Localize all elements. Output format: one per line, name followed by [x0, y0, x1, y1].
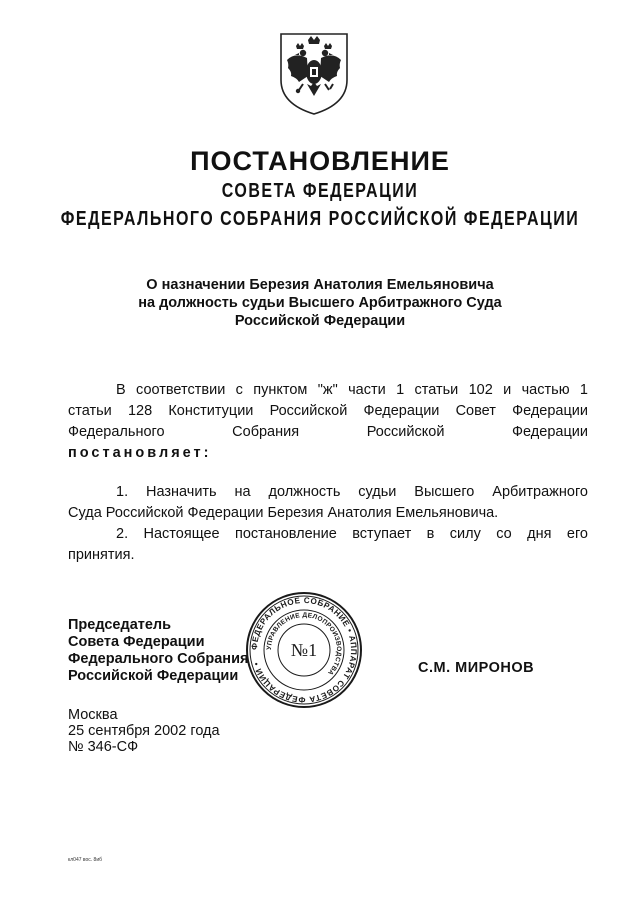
- date: 25 сентября 2002 года: [68, 723, 220, 739]
- item-line: 1. Назначить на должность судьи Высшего Арбитражного: [116, 484, 588, 500]
- document-subtitle-council: СОВЕТА ФЕДЕРАЦИИ: [221, 180, 419, 202]
- place-date-number: [68, 707, 220, 755]
- city: Москва: [68, 707, 118, 723]
- signer-title-line: Федерального Собрания: [68, 651, 249, 667]
- signer-title-line: Председатель: [68, 617, 172, 633]
- document-subtitle-assembly: ФЕДЕРАЛЬНОГО СОБРАНИЯ РОССИЙСКОЙ ФЕДЕРАЦИИ: [60, 208, 580, 230]
- item-line: Суда Российской Федерации Березия Анатолия Емельяновича.: [68, 505, 499, 521]
- official-seal-stamp: [244, 590, 364, 710]
- seal-outer-text: ФЕДЕРАЛЬНОЕ СОБРАНИЕ • АППАРАТ СОВЕТА ФЕДЕРАЦИИ •: [249, 595, 359, 705]
- preamble-line: В соответствии с пунктом "ж" части 1 статьи 102 и частью 1: [116, 382, 588, 398]
- seal-inner-text: УПРАВЛЕНИЕ ДЕЛОПРОИЗВОДСТВА: [265, 611, 343, 677]
- resolution-items: [68, 482, 588, 566]
- heading-line: О назначении Березия Анатолия Емельяновича: [146, 277, 494, 293]
- resolves-word: постановляет:: [68, 445, 212, 461]
- heading-line: на должность судьи Высшего Арбитражного Суда: [138, 295, 502, 311]
- preamble-word: Собрания: [232, 424, 300, 440]
- footer-print-code: кл047 вос. 8иб: [68, 857, 102, 863]
- resolution-heading: [0, 276, 640, 330]
- double-headed-eagle-coat-of-arms-icon: [277, 28, 351, 116]
- preamble-paragraph: [68, 380, 588, 464]
- seal-number: №1: [290, 640, 318, 660]
- document-title: ПОСТАНОВЛЕНИЕ: [190, 146, 450, 176]
- item-line: 2. Настоящее постановление вступает в силу со дня его: [116, 526, 588, 542]
- preamble-line: [68, 422, 588, 443]
- item-line: принятия.: [68, 547, 135, 563]
- signature-block: [68, 617, 248, 685]
- signer-title-line: Совета Федерации: [68, 634, 205, 650]
- signer-title-line: Российской Федерации: [68, 668, 239, 684]
- preamble-word: Федерального: [68, 424, 165, 440]
- signer-name: С.М. МИРОНОВ: [418, 660, 535, 676]
- heading-line: Российской Федерации: [234, 313, 406, 329]
- document-number: № 346-СФ: [68, 739, 139, 755]
- preamble-line: статьи 128 Конституции Российской Федерации Совет Федерации: [68, 403, 588, 419]
- preamble-word: Российской: [366, 424, 445, 440]
- preamble-word: Федерации: [512, 424, 588, 440]
